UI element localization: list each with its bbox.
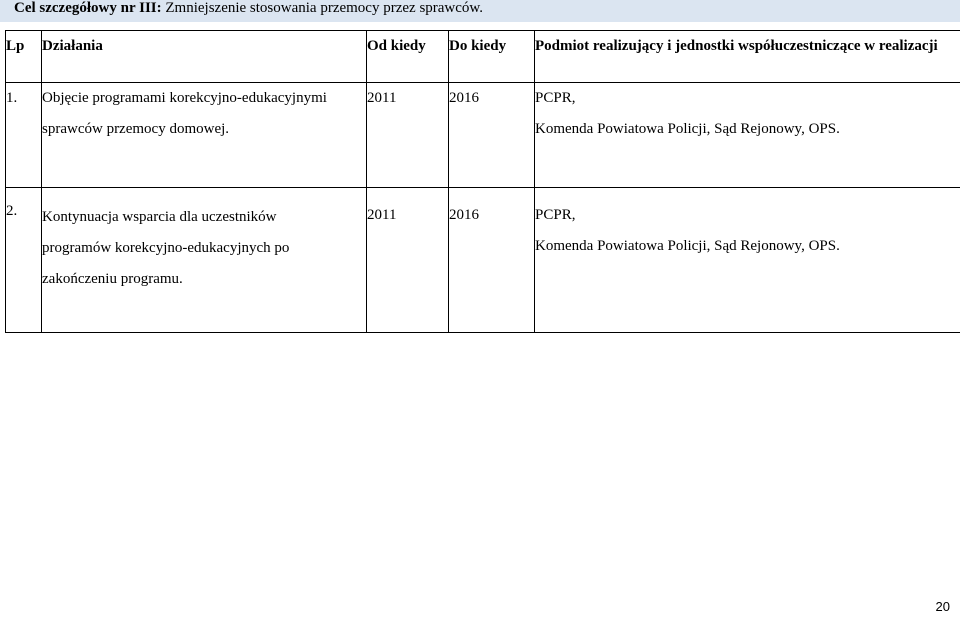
page-number: 20 <box>935 599 950 614</box>
row-lp-cell <box>6 188 42 333</box>
header-actions: Działania <box>42 31 367 83</box>
row-entity-cell <box>535 83 960 188</box>
row-from-cell <box>367 83 449 188</box>
row-from: 2011 <box>367 90 397 106</box>
header-to: Do kiedy <box>449 31 535 83</box>
specific-goal-heading <box>0 0 960 22</box>
row-action: Objęcie programami korekcyjno-edukacyjnymi sprawców przemocy domowej. <box>42 90 327 137</box>
row-to-cell <box>449 188 535 333</box>
row-action-cell <box>42 188 367 333</box>
header-entity: Podmiot realizujący i jednostki współuczestniczące w realizacji <box>535 31 960 83</box>
row-from-cell <box>367 188 449 333</box>
row-to-cell <box>449 83 535 188</box>
row-to: 2016 <box>449 207 479 223</box>
goal-prefix: Cel szczegółowy nr III: <box>14 0 162 16</box>
row-lp: 1. <box>6 90 18 106</box>
row-action-cell <box>42 83 367 188</box>
row-from: 2011 <box>367 207 397 223</box>
row-entity: PCPR, Komenda Powiatowa Policji, Sąd Rejonowy, OPS. <box>535 207 840 254</box>
table-row <box>6 188 960 333</box>
goal-text: Zmniejszenie stosowania przemocy przez sprawców. <box>161 0 484 16</box>
row-entity: PCPR, Komenda Powiatowa Policji, Sąd Rejonowy, OPS. <box>535 90 840 137</box>
row-lp-cell <box>6 83 42 188</box>
row-action: Kontynuacja wsparcia dla uczestników programów korekcyjno-edukacyjnych po zakończeniu programu. <box>42 209 290 287</box>
header-lp: Lp <box>6 31 42 83</box>
row-to: 2016 <box>449 90 479 106</box>
row-entity-cell <box>535 188 960 333</box>
table-row <box>6 83 960 188</box>
table-header-row <box>6 31 960 83</box>
header-from: Od kiedy <box>367 31 449 83</box>
row-lp: 2. <box>6 203 18 219</box>
action-plan-table <box>5 30 960 333</box>
